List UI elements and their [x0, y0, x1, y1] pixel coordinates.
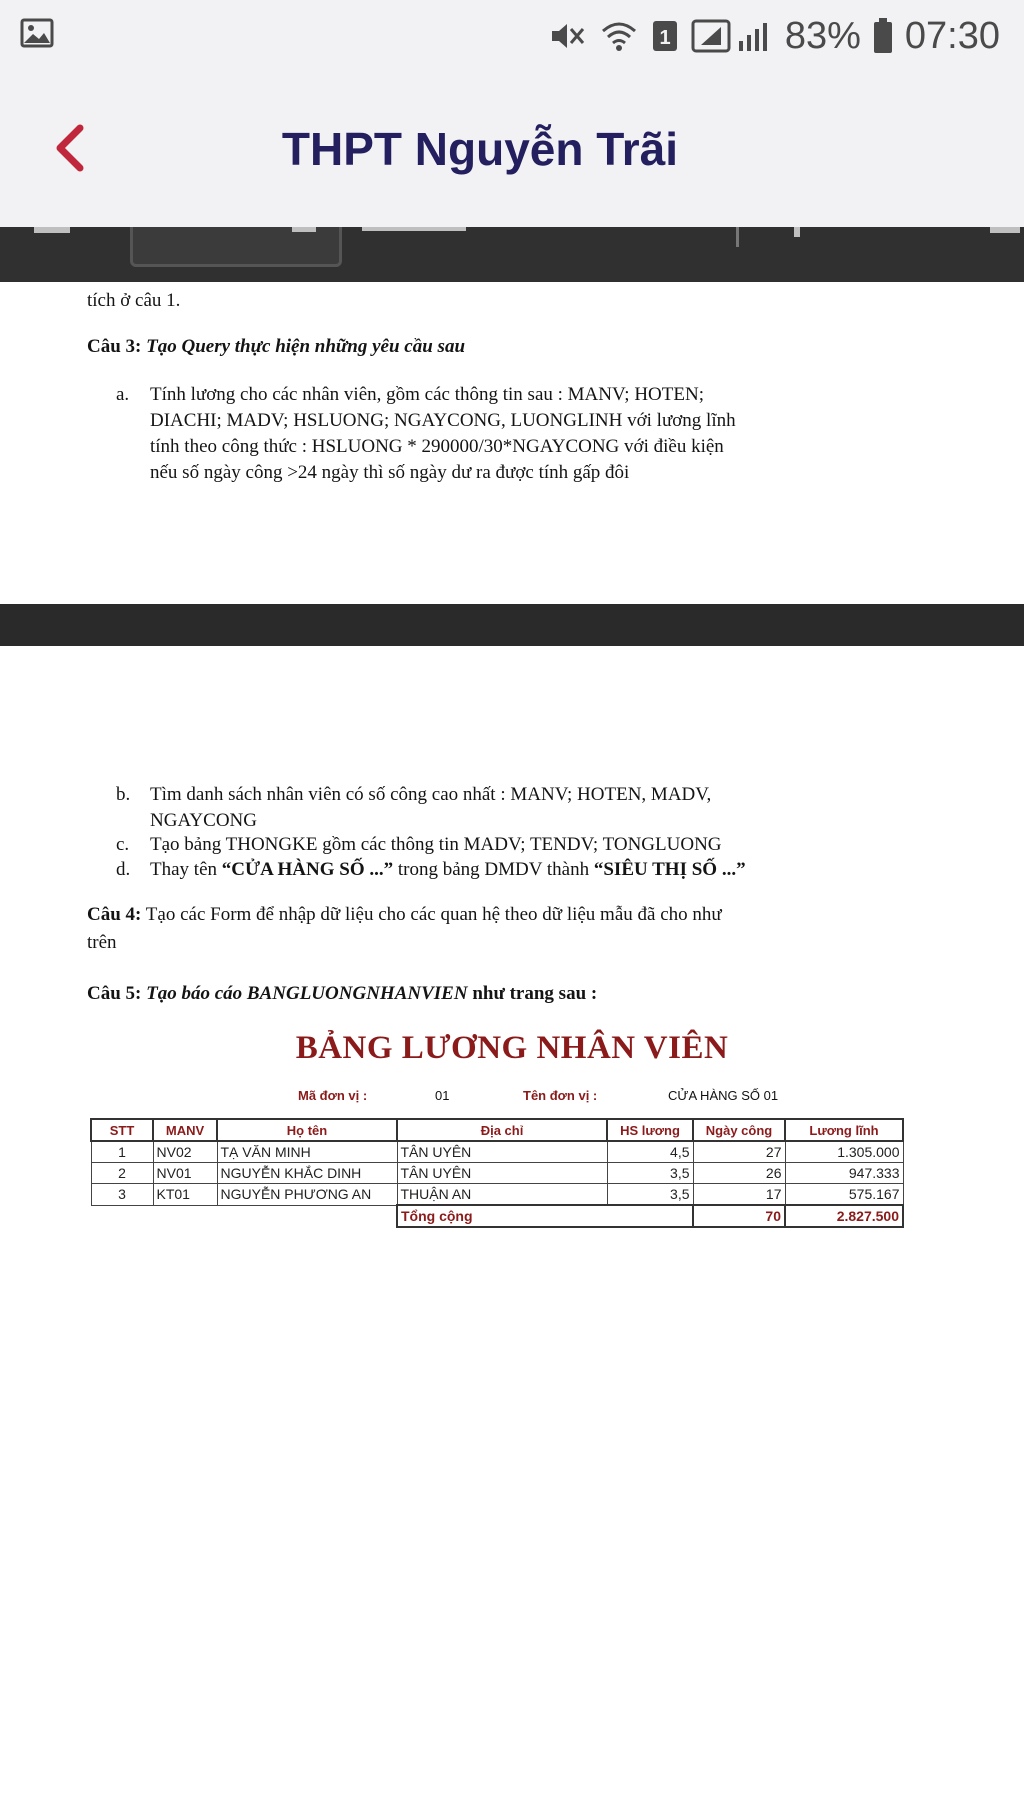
col-header-stt: STT	[91, 1119, 153, 1141]
toolbar-icon[interactable]	[794, 227, 800, 237]
toolbar-mark	[362, 227, 466, 231]
table-total-row	[91, 1205, 903, 1227]
cell-manv: NV01	[153, 1163, 217, 1184]
item-line: NGAYCONG	[150, 810, 257, 831]
toolbar-divider	[736, 227, 739, 247]
q3-heading	[87, 334, 465, 360]
col-header-coef: HS lương	[607, 1119, 693, 1141]
q4-label: Câu 4:	[87, 904, 142, 925]
sim-icon	[651, 19, 679, 53]
toolbar-mark	[292, 227, 316, 232]
item-line: Tạo bảng THONGKE gồm các thông tin MADV; TENDV; TONGLUONG	[150, 834, 722, 855]
total-days: 70	[693, 1205, 785, 1227]
cell-coef: 3,5	[607, 1184, 693, 1206]
item-text	[150, 382, 890, 486]
page-title: THPT Nguyễn Trãi	[281, 123, 679, 175]
cell-stt: 3	[91, 1184, 153, 1206]
cell-salary: 947.333	[785, 1163, 903, 1184]
item-letter: a.	[116, 384, 130, 405]
table-row	[91, 1184, 903, 1206]
item-letter: c.	[116, 834, 130, 855]
clock: 07:30	[904, 14, 1000, 57]
q3-label: Câu 3:	[87, 336, 142, 357]
col-header-name: Họ tên	[217, 1119, 397, 1141]
unit-name-label: Tên đơn vị :	[523, 1088, 598, 1103]
q3-item-a	[116, 382, 896, 486]
table-header-row	[91, 1119, 903, 1141]
q4-text-cont: trên	[87, 932, 117, 953]
cell-days: 26	[693, 1163, 785, 1184]
cell-salary: 1.305.000	[785, 1141, 903, 1163]
report-title: BẢNG LƯƠNG NHÂN VIÊN	[295, 1030, 729, 1066]
item-text	[150, 832, 890, 858]
item-letter: b.	[116, 784, 131, 805]
col-header-days: Ngày công	[693, 1119, 785, 1141]
q5-title: Tạo báo cáo BANGLUONGNHANVIEN	[146, 983, 468, 1004]
unit-code-label: Mã đơn vị :	[298, 1088, 368, 1103]
q4-text: Tạo các Form để nhập dữ liệu cho các quan hệ theo dữ liệu mẫu đã cho như	[145, 904, 722, 925]
signal-icon	[691, 19, 773, 53]
cell-stt: 2	[91, 1163, 153, 1184]
col-header-address: Địa chỉ	[397, 1119, 607, 1141]
q3-item-d	[116, 857, 896, 883]
q5-suffix: như trang sau :	[467, 983, 598, 1004]
app-bar	[0, 72, 1024, 227]
item-text	[150, 857, 890, 883]
q3-item-b	[116, 782, 896, 834]
page-input[interactable]	[130, 227, 342, 267]
wifi-icon	[599, 19, 639, 53]
toolbar-icon[interactable]	[34, 227, 70, 233]
doc-line: tích ở câu 1.	[87, 290, 181, 311]
cell-address: TÂN UYÊN	[397, 1163, 607, 1184]
item-line: tính theo công thức : HSLUONG * 290000/30*NGAYCONG với điều kiện	[150, 436, 724, 457]
table-row	[91, 1163, 903, 1184]
item-bold-new: “SIÊU THỊ SỐ ...”	[593, 859, 746, 880]
item-middle: trong bảng DMDV thành	[393, 859, 594, 880]
item-line: Tính lương cho các nhân viên, gồm các thông tin sau : MANV; HOTEN;	[150, 384, 704, 405]
total-label: Tổng cộng	[397, 1205, 693, 1227]
cell-manv: NV02	[153, 1141, 217, 1163]
salary-table	[90, 1118, 904, 1228]
total-salary: 2.827.500	[785, 1205, 903, 1227]
viewer-toolbar	[0, 227, 1024, 282]
item-line: DIACHI; MADV; HSLUONG; NGAYCONG, LUONGLINH với lương lĩnh	[150, 410, 736, 431]
cell-name: NGUYỄN KHẮC DINH	[217, 1163, 397, 1184]
cell-coef: 4,5	[607, 1141, 693, 1163]
cell-name: TẠ VĂN MINH	[217, 1141, 397, 1163]
cell-days: 27	[693, 1141, 785, 1163]
item-prefix: Thay tên	[150, 859, 222, 880]
mute-icon	[549, 19, 587, 53]
item-line: nếu số ngày công >24 ngày thì số ngày dư ra được tính gấp đôi	[150, 462, 630, 483]
item-line: Tìm danh sách nhân viên có số công cao nhất : MANV; HOTEN, MADV,	[150, 784, 712, 805]
cell-address: TÂN UYÊN	[397, 1141, 607, 1163]
item-text	[150, 782, 890, 834]
image-icon	[20, 18, 54, 48]
cell-address: THUẬN AN	[397, 1184, 607, 1206]
battery-percent: 83%	[784, 14, 861, 57]
col-header-manv: MANV	[153, 1119, 217, 1141]
battery-icon	[873, 18, 893, 54]
cell-stt: 1	[91, 1141, 153, 1163]
cell-name: NGUYỄN PHƯƠNG AN	[217, 1184, 397, 1206]
col-header-salary: Lương lĩnh	[785, 1119, 903, 1141]
page-separator	[0, 604, 1024, 646]
item-bold-old: “CỬA HÀNG SỐ ...”	[221, 859, 394, 880]
cell-coef: 3,5	[607, 1163, 693, 1184]
q5-heading	[87, 981, 597, 1007]
q5-label: Câu 5:	[87, 983, 142, 1004]
toolbar-icon[interactable]	[990, 227, 1020, 233]
cell-days: 17	[693, 1184, 785, 1206]
table-row	[91, 1141, 903, 1163]
item-letter: d.	[116, 859, 131, 880]
sim-slot-label: 1	[659, 27, 671, 49]
status-bar	[0, 0, 1024, 72]
cell-manv: KT01	[153, 1184, 217, 1206]
unit-code: 01	[435, 1088, 450, 1103]
unit-name: CỬA HÀNG SỐ 01	[668, 1088, 779, 1103]
q3-title: Tạo Query thực hiện những yêu cầu sau	[146, 336, 466, 357]
q3-item-c	[116, 832, 896, 858]
cell-salary: 575.167	[785, 1184, 903, 1206]
q4-paragraph	[87, 902, 887, 956]
